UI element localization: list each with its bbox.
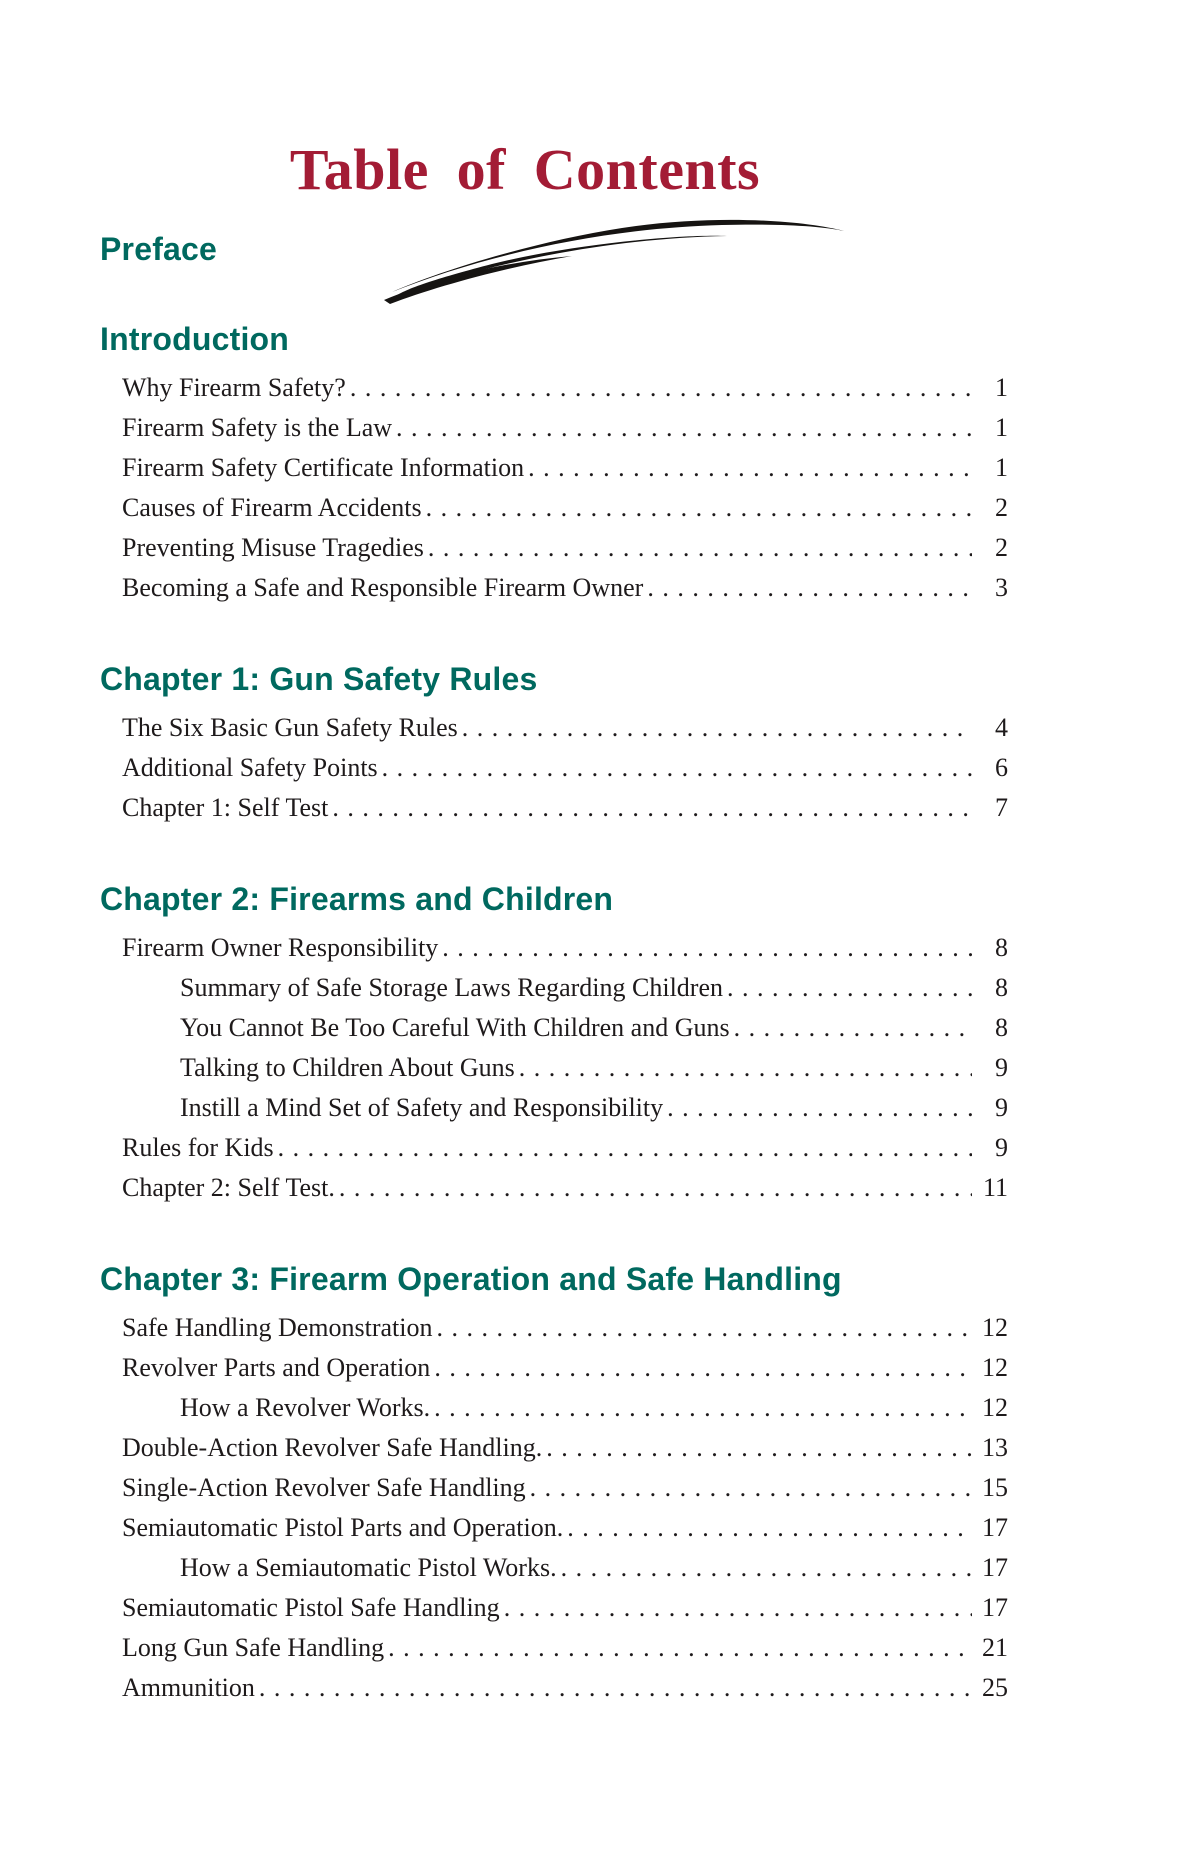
dot-leader bbox=[528, 448, 972, 488]
entry-page-number: 11 bbox=[982, 1173, 1008, 1202]
entry-label: Firearm Safety Certificate Information bbox=[122, 453, 525, 482]
toc-entry[interactable] bbox=[100, 528, 1008, 568]
entry-label: Talking to Children About Guns bbox=[180, 1053, 515, 1082]
entry-page-number: 1 bbox=[995, 413, 1008, 442]
entry-page-number: 15 bbox=[982, 1473, 1008, 1502]
entry-page-number: 9 bbox=[995, 1093, 1008, 1122]
entry-page-number: 1 bbox=[995, 373, 1008, 402]
dot-leader bbox=[567, 1508, 972, 1548]
entry-page-number: 17 bbox=[982, 1513, 1008, 1542]
toc-section bbox=[100, 320, 1008, 608]
section-heading: Chapter 2: Firearms and Children bbox=[100, 881, 614, 917]
toc-entry[interactable] bbox=[100, 1548, 1008, 1588]
toc-entry[interactable] bbox=[100, 748, 1008, 788]
entry-label: Chapter 2: Self Test. bbox=[122, 1173, 335, 1202]
toc-section bbox=[100, 1260, 1008, 1708]
dot-leader bbox=[734, 1008, 972, 1048]
dot-leader bbox=[259, 1668, 972, 1708]
entry-label: How a Semiautomatic Pistol Works. bbox=[180, 1553, 557, 1582]
dot-leader bbox=[388, 1628, 972, 1668]
entry-label: Single-Action Revolver Safe Handling bbox=[122, 1473, 526, 1502]
toc-entry[interactable] bbox=[100, 368, 1008, 408]
entry-label: Ammunition bbox=[122, 1673, 255, 1702]
toc-section bbox=[100, 880, 1008, 1208]
entry-label: Additional Safety Points bbox=[122, 753, 378, 782]
entry-page-number: 2 bbox=[995, 493, 1008, 522]
toc-entry[interactable] bbox=[100, 1048, 1008, 1088]
section-heading: Chapter 3: Firearm Operation and Safe Handling bbox=[100, 1261, 842, 1297]
section-entries bbox=[100, 368, 1008, 608]
entry-page-number: 8 bbox=[995, 1013, 1008, 1042]
entry-page-number: 9 bbox=[995, 1133, 1008, 1162]
entry-page-number: 1 bbox=[995, 453, 1008, 482]
entry-label: Why Firearm Safety? bbox=[122, 373, 346, 402]
section-entries bbox=[100, 708, 1008, 828]
dot-leader bbox=[382, 748, 972, 788]
entry-page-number: 17 bbox=[982, 1553, 1008, 1582]
dot-leader bbox=[396, 408, 972, 448]
entry-page-number: 3 bbox=[995, 573, 1008, 602]
entry-label: Rules for Kids bbox=[122, 1133, 274, 1162]
toc-entry[interactable] bbox=[100, 1668, 1008, 1708]
entry-page-number: 4 bbox=[995, 713, 1008, 742]
entry-label: Firearm Safety is the Law bbox=[122, 413, 393, 442]
entry-label: Becoming a Safe and Responsible Firearm Owner bbox=[122, 573, 644, 602]
entry-page-number: 12 bbox=[982, 1313, 1008, 1342]
dot-leader bbox=[428, 528, 972, 568]
entry-page-number: 8 bbox=[995, 933, 1008, 962]
toc-entry[interactable] bbox=[100, 788, 1008, 828]
entry-label: Firearm Owner Responsibility bbox=[122, 933, 439, 962]
dot-leader bbox=[462, 708, 972, 748]
entry-label: Long Gun Safe Handling bbox=[122, 1633, 385, 1662]
toc-entry[interactable] bbox=[100, 448, 1008, 488]
entry-label: Chapter 1: Self Test bbox=[122, 793, 329, 822]
dot-leader bbox=[519, 1048, 972, 1088]
entry-label: Revolver Parts and Operation bbox=[122, 1353, 431, 1382]
entry-page-number: 8 bbox=[995, 973, 1008, 1002]
toc-entry[interactable] bbox=[100, 1128, 1008, 1168]
entry-page-number: 2 bbox=[995, 533, 1008, 562]
toc-entry[interactable] bbox=[100, 1388, 1008, 1428]
dot-leader bbox=[727, 968, 972, 1008]
toc-entry[interactable] bbox=[100, 1088, 1008, 1128]
toc-entry[interactable] bbox=[100, 1628, 1008, 1668]
toc-entry[interactable] bbox=[100, 1428, 1008, 1468]
dot-leader bbox=[426, 488, 972, 528]
entry-label: Double-Action Revolver Safe Handling. bbox=[122, 1433, 543, 1462]
entry-page-number: 7 bbox=[995, 793, 1008, 822]
entry-label: Semiautomatic Pistol Parts and Operation. bbox=[122, 1513, 564, 1542]
dot-leader bbox=[350, 368, 972, 408]
toc-entry[interactable] bbox=[100, 1308, 1008, 1348]
entry-page-number: 12 bbox=[982, 1393, 1008, 1422]
entry-page-number: 13 bbox=[982, 1433, 1008, 1462]
dot-leader bbox=[442, 928, 972, 968]
dot-leader bbox=[546, 1428, 972, 1468]
toc-entry[interactable] bbox=[100, 708, 1008, 748]
dot-leader bbox=[339, 1168, 972, 1208]
dot-leader bbox=[278, 1128, 972, 1168]
dot-leader bbox=[530, 1468, 972, 1508]
toc-entry[interactable] bbox=[100, 1588, 1008, 1628]
dot-leader bbox=[647, 568, 972, 608]
section-heading: Preface bbox=[100, 231, 218, 267]
toc-entry[interactable] bbox=[100, 568, 1008, 608]
toc-entry[interactable] bbox=[100, 968, 1008, 1008]
toc-entry[interactable] bbox=[100, 1168, 1008, 1208]
section-entries bbox=[100, 928, 1008, 1208]
dot-leader bbox=[504, 1588, 972, 1628]
toc-list bbox=[100, 230, 1008, 1708]
toc-entry[interactable] bbox=[100, 928, 1008, 968]
entry-page-number: 21 bbox=[982, 1633, 1008, 1662]
entry-label: How a Revolver Works. bbox=[180, 1393, 431, 1422]
entry-page-number: 12 bbox=[982, 1353, 1008, 1382]
entry-label: Causes of Firearm Accidents bbox=[122, 493, 422, 522]
section-heading: Chapter 1: Gun Safety Rules bbox=[100, 661, 538, 697]
entry-label: Semiautomatic Pistol Safe Handling bbox=[122, 1593, 500, 1622]
section-heading: Introduction bbox=[100, 321, 290, 357]
toc-entry[interactable] bbox=[100, 408, 1008, 448]
toc-entry[interactable] bbox=[100, 1508, 1008, 1548]
toc-section bbox=[100, 230, 1008, 268]
toc-entry[interactable] bbox=[100, 1008, 1008, 1048]
dot-leader bbox=[434, 1388, 972, 1428]
entry-label: Instill a Mind Set of Safety and Responsibility bbox=[180, 1093, 664, 1122]
toc-entry[interactable] bbox=[100, 1468, 1008, 1508]
dot-leader bbox=[434, 1348, 972, 1388]
entry-label: Summary of Safe Storage Laws Regarding Children bbox=[180, 973, 723, 1002]
section-entries bbox=[100, 1308, 1008, 1708]
entry-page-number: 9 bbox=[995, 1053, 1008, 1082]
dot-leader bbox=[437, 1308, 973, 1348]
entry-page-number: 6 bbox=[995, 753, 1008, 782]
entry-label: Preventing Misuse Tragedies bbox=[122, 533, 424, 562]
entry-page-number: 25 bbox=[982, 1673, 1008, 1702]
entry-label: You Cannot Be Too Careful With Children and Guns bbox=[180, 1013, 730, 1042]
entry-label: The Six Basic Gun Safety Rules bbox=[122, 713, 458, 742]
dot-leader bbox=[561, 1548, 972, 1588]
dot-leader bbox=[667, 1088, 972, 1128]
entry-page-number: 17 bbox=[982, 1593, 1008, 1622]
toc-entry[interactable] bbox=[100, 488, 1008, 528]
page-title: Table of Contents bbox=[289, 137, 761, 202]
entry-label: Safe Handling Demonstration bbox=[122, 1313, 433, 1342]
dot-leader bbox=[332, 788, 972, 828]
toc-entry[interactable] bbox=[100, 1348, 1008, 1388]
toc-section bbox=[100, 660, 1008, 828]
